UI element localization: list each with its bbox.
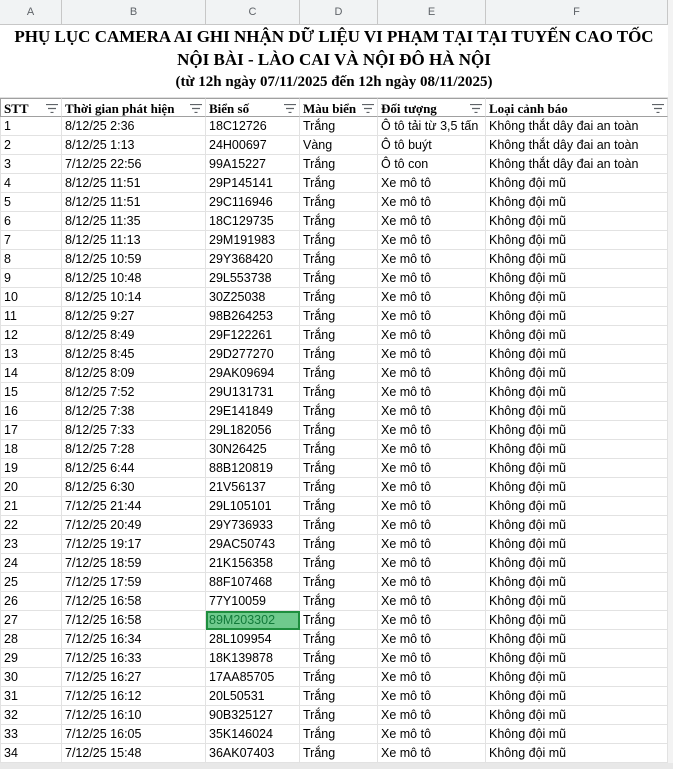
stt-cell[interactable]: 33 [0, 725, 62, 744]
table-header-row [0, 98, 668, 117]
filter-icon[interactable] [190, 104, 202, 113]
vehicle-cell[interactable]: Xe mô tô [378, 288, 486, 307]
stt-cell[interactable]: 15 [0, 383, 62, 402]
vehicle-cell[interactable]: Xe mô tô [378, 573, 486, 592]
plate-cell[interactable]: 99A15227 [206, 155, 300, 174]
time-cell[interactable]: 8/12/25 6:44 [62, 459, 206, 478]
plate-color-cell[interactable]: Trắng [300, 478, 378, 497]
header-label: Thời gian phát hiện [65, 101, 175, 116]
plate-color-cell[interactable]: Trắng [300, 668, 378, 687]
time-cell[interactable]: 7/12/25 16:12 [62, 687, 206, 706]
time-cell[interactable]: 8/12/25 7:38 [62, 402, 206, 421]
time-cell[interactable]: 7/12/25 19:17 [62, 535, 206, 554]
table-row [0, 174, 668, 193]
time-cell[interactable]: 8/12/25 11:51 [62, 193, 206, 212]
header-label: STT [4, 101, 29, 116]
table-row [0, 155, 668, 174]
time-cell[interactable]: 7/12/25 21:44 [62, 497, 206, 516]
time-cell[interactable]: 7/12/25 16:58 [62, 611, 206, 630]
plate-cell[interactable]: 77Y10059 [206, 592, 300, 611]
time-cell[interactable]: 8/12/25 8:45 [62, 345, 206, 364]
table-row [0, 744, 668, 763]
plate-cell[interactable]: 18C12726 [206, 117, 300, 136]
table-row [0, 250, 668, 269]
warning-cell[interactable]: Không đội mũ [486, 307, 668, 326]
time-cell[interactable]: 7/12/25 18:59 [62, 554, 206, 573]
vehicle-cell[interactable]: Xe mô tô [378, 497, 486, 516]
stt-cell[interactable]: 5 [0, 193, 62, 212]
table-row [0, 383, 668, 402]
plate-cell[interactable]: 21V56137 [206, 478, 300, 497]
vehicle-cell[interactable]: Xe mô tô [378, 269, 486, 288]
vertical-edge [668, 0, 673, 769]
table-row [0, 269, 668, 288]
time-cell[interactable]: 8/12/25 1:13 [62, 136, 206, 155]
plate-color-cell[interactable]: Trắng [300, 744, 378, 763]
vehicle-cell[interactable]: Xe mô tô [378, 440, 486, 459]
warning-cell[interactable]: Không đội mũ [486, 212, 668, 231]
table-row [0, 421, 668, 440]
table-row [0, 288, 668, 307]
plate-color-cell[interactable]: Trắng [300, 497, 378, 516]
filter-icon[interactable] [470, 104, 482, 113]
column-header-bar [0, 0, 673, 25]
table-row [0, 212, 668, 231]
stt-cell[interactable]: 8 [0, 250, 62, 269]
warning-cell[interactable]: Không đội mũ [486, 326, 668, 345]
warning-cell[interactable]: Không đội mũ [486, 611, 668, 630]
stt-cell[interactable]: 11 [0, 307, 62, 326]
vehicle-cell[interactable]: Xe mô tô [378, 231, 486, 250]
vehicle-cell[interactable]: Ô tô buýt [378, 136, 486, 155]
vehicle-cell[interactable]: Xe mô tô [378, 459, 486, 478]
warning-cell[interactable]: Không đội mũ [486, 269, 668, 288]
warning-cell[interactable]: Không thắt dây đai an toàn [486, 136, 668, 155]
plate-color-cell[interactable]: Trắng [300, 706, 378, 725]
stt-cell[interactable]: 1 [0, 117, 62, 136]
header-time[interactable] [62, 98, 206, 117]
plate-color-cell[interactable]: Trắng [300, 592, 378, 611]
plate-cell[interactable]: 36AK07403 [206, 744, 300, 763]
plate-cell[interactable]: 29U131731 [206, 383, 300, 402]
vehicle-cell[interactable]: Ô tô tải từ 3,5 tấn [378, 117, 486, 136]
warning-cell[interactable]: Không thắt dây đai an toàn [486, 117, 668, 136]
warning-cell[interactable]: Không thắt dây đai an toàn [486, 155, 668, 174]
vehicle-cell[interactable]: Xe mô tô [378, 592, 486, 611]
stt-cell[interactable]: 2 [0, 136, 62, 155]
plate-color-cell[interactable]: Trắng [300, 573, 378, 592]
plate-cell[interactable]: 20L50531 [206, 687, 300, 706]
stt-cell[interactable]: 29 [0, 649, 62, 668]
title-line-3: (từ 12h ngày 07/11/2025 đến 12h ngày 08/11/2025) [175, 74, 493, 90]
warning-cell[interactable]: Không đội mũ [486, 402, 668, 421]
table-row [0, 193, 668, 212]
table-row [0, 497, 668, 516]
warning-cell[interactable]: Không đội mũ [486, 573, 668, 592]
table-row [0, 516, 668, 535]
vehicle-cell[interactable]: Xe mô tô [378, 706, 486, 725]
table-row [0, 402, 668, 421]
plate-color-cell[interactable]: Trắng [300, 231, 378, 250]
vehicle-cell[interactable]: Xe mô tô [378, 174, 486, 193]
warning-cell[interactable]: Không đội mũ [486, 497, 668, 516]
table-row [0, 592, 668, 611]
time-cell[interactable]: 7/12/25 16:33 [62, 649, 206, 668]
stt-cell[interactable]: 14 [0, 364, 62, 383]
warning-cell[interactable]: Không đội mũ [486, 706, 668, 725]
stt-cell[interactable]: 22 [0, 516, 62, 535]
time-cell[interactable]: 8/12/25 8:09 [62, 364, 206, 383]
table-row [0, 117, 668, 136]
table-row [0, 573, 668, 592]
stt-cell[interactable]: 7 [0, 231, 62, 250]
table-row [0, 630, 668, 649]
plate-cell[interactable]: 88B120819 [206, 459, 300, 478]
plate-cell[interactable]: 28L109954 [206, 630, 300, 649]
plate-cell[interactable]: 29AC50743 [206, 535, 300, 554]
plate-color-cell[interactable]: Trắng [300, 193, 378, 212]
plate-color-cell[interactable]: Trắng [300, 250, 378, 269]
plate-cell[interactable]: 17AA85705 [206, 668, 300, 687]
warning-cell[interactable]: Không đội mũ [486, 668, 668, 687]
time-cell[interactable]: 8/12/25 7:28 [62, 440, 206, 459]
header-label: Đối tượng [381, 101, 437, 116]
header-label: Biển số [209, 101, 250, 116]
plate-color-cell[interactable]: Trắng [300, 345, 378, 364]
time-cell[interactable]: 8/12/25 7:52 [62, 383, 206, 402]
time-cell[interactable]: 7/12/25 16:27 [62, 668, 206, 687]
plate-color-cell[interactable]: Trắng [300, 155, 378, 174]
table-row [0, 364, 668, 383]
plate-cell[interactable]: 21K156358 [206, 554, 300, 573]
plate-color-cell[interactable]: Trắng [300, 554, 378, 573]
filter-icon[interactable] [362, 104, 374, 113]
stt-cell[interactable]: 23 [0, 535, 62, 554]
plate-color-cell[interactable]: Trắng [300, 649, 378, 668]
warning-cell[interactable]: Không đội mũ [486, 231, 668, 250]
table-row [0, 478, 668, 497]
stt-cell[interactable]: 18 [0, 440, 62, 459]
warning-cell[interactable]: Không đội mũ [486, 288, 668, 307]
plate-color-cell[interactable]: Trắng [300, 421, 378, 440]
table-row [0, 326, 668, 345]
plate-color-cell[interactable]: Trắng [300, 212, 378, 231]
stt-cell[interactable]: 26 [0, 592, 62, 611]
time-cell[interactable]: 8/12/25 7:33 [62, 421, 206, 440]
warning-cell[interactable]: Không đội mũ [486, 554, 668, 573]
header-label: Màu biển [303, 101, 357, 116]
plate-cell[interactable]: 30Z25038 [206, 288, 300, 307]
plate-cell[interactable]: 98B264253 [206, 307, 300, 326]
vehicle-cell[interactable]: Xe mô tô [378, 402, 486, 421]
vehicle-cell[interactable]: Xe mô tô [378, 421, 486, 440]
vehicle-cell[interactable]: Xe mô tô [378, 649, 486, 668]
warning-cell[interactable]: Không đội mũ [486, 193, 668, 212]
stt-cell[interactable]: 10 [0, 288, 62, 307]
time-cell[interactable]: 8/12/25 10:14 [62, 288, 206, 307]
plate-color-cell[interactable]: Trắng [300, 687, 378, 706]
stt-cell[interactable]: 12 [0, 326, 62, 345]
plate-color-cell[interactable]: Trắng [300, 383, 378, 402]
plate-color-cell[interactable]: Trắng [300, 516, 378, 535]
plate-color-cell[interactable]: Trắng [300, 269, 378, 288]
vehicle-cell[interactable]: Xe mô tô [378, 193, 486, 212]
stt-cell[interactable]: 20 [0, 478, 62, 497]
title-line-2: NỘI BÀI - LÀO CAI VÀ NỘI ĐÔ HÀ NỘI [177, 50, 491, 69]
column-header-c[interactable]: C [206, 0, 300, 24]
table-row [0, 136, 668, 155]
vehicle-cell[interactable]: Xe mô tô [378, 212, 486, 231]
table-row [0, 459, 668, 478]
warning-cell[interactable]: Không đội mũ [486, 649, 668, 668]
time-cell[interactable]: 7/12/25 16:10 [62, 706, 206, 725]
plate-color-cell[interactable]: Trắng [300, 364, 378, 383]
vehicle-cell[interactable]: Xe mô tô [378, 611, 486, 630]
warning-cell[interactable]: Không đội mũ [486, 250, 668, 269]
stt-cell[interactable]: 17 [0, 421, 62, 440]
header-stt[interactable] [0, 98, 62, 117]
vehicle-cell[interactable]: Xe mô tô [378, 668, 486, 687]
time-cell[interactable]: 8/12/25 6:30 [62, 478, 206, 497]
header-vehicle[interactable] [378, 98, 486, 117]
vehicle-cell[interactable]: Xe mô tô [378, 307, 486, 326]
stt-cell[interactable]: 34 [0, 744, 62, 763]
plate-cell[interactable]: 35K146024 [206, 725, 300, 744]
table-row [0, 706, 668, 725]
vehicle-cell[interactable]: Xe mô tô [378, 535, 486, 554]
header-plate[interactable] [206, 98, 300, 117]
header-warning-type[interactable] [486, 98, 668, 117]
table-row [0, 668, 668, 687]
plate-color-cell[interactable]: Vàng [300, 136, 378, 155]
time-cell[interactable]: 7/12/25 20:49 [62, 516, 206, 535]
vehicle-cell[interactable]: Xe mô tô [378, 687, 486, 706]
time-cell[interactable]: 7/12/25 16:05 [62, 725, 206, 744]
time-cell[interactable]: 8/12/25 8:49 [62, 326, 206, 345]
time-cell[interactable]: 8/12/25 10:59 [62, 250, 206, 269]
table-row [0, 687, 668, 706]
vehicle-cell[interactable]: Xe mô tô [378, 554, 486, 573]
plate-color-cell[interactable]: Trắng [300, 117, 378, 136]
plate-color-cell[interactable]: Trắng [300, 459, 378, 478]
filter-icon[interactable] [284, 104, 296, 113]
warning-cell[interactable]: Không đội mũ [486, 725, 668, 744]
plate-color-cell[interactable]: Trắng [300, 630, 378, 649]
warning-cell[interactable]: Không đội mũ [486, 440, 668, 459]
title-line-1: PHỤ LỤC CAMERA AI GHI NHẬN DỮ LIỆU VI PHẠM TẠI TẠI TUYẾN CAO TỐC [14, 27, 654, 46]
stt-cell[interactable]: 9 [0, 269, 62, 288]
column-header-d[interactable]: D [300, 0, 378, 24]
plate-color-cell[interactable]: Trắng [300, 611, 378, 630]
plate-cell[interactable]: 24H00697 [206, 136, 300, 155]
plate-cell[interactable]: 29E141849 [206, 402, 300, 421]
table-row [0, 345, 668, 364]
plate-color-cell[interactable]: Trắng [300, 440, 378, 459]
time-cell[interactable]: 8/12/25 11:51 [62, 174, 206, 193]
warning-cell[interactable]: Không đội mũ [486, 744, 668, 763]
time-cell[interactable]: 7/12/25 22:56 [62, 155, 206, 174]
plate-color-cell[interactable]: Trắng [300, 326, 378, 345]
table-row [0, 611, 668, 630]
table-row [0, 440, 668, 459]
warning-cell[interactable]: Không đội mũ [486, 421, 668, 440]
vehicle-cell[interactable]: Xe mô tô [378, 364, 486, 383]
vehicle-cell[interactable]: Xe mô tô [378, 250, 486, 269]
filter-icon[interactable] [652, 104, 664, 113]
plate-cell[interactable]: 29C116946 [206, 193, 300, 212]
warning-cell[interactable]: Không đội mũ [486, 535, 668, 554]
warning-cell[interactable]: Không đội mũ [486, 174, 668, 193]
stt-cell[interactable]: 31 [0, 687, 62, 706]
stt-cell[interactable]: 16 [0, 402, 62, 421]
table-row [0, 554, 668, 573]
stt-cell[interactable]: 4 [0, 174, 62, 193]
plate-cell[interactable]: 88F107468 [206, 573, 300, 592]
time-cell[interactable]: 7/12/25 16:34 [62, 630, 206, 649]
horizontal-scrollbar[interactable] [0, 763, 673, 769]
plate-cell[interactable]: 29L553738 [206, 269, 300, 288]
table-row [0, 649, 668, 668]
stt-cell[interactable]: 24 [0, 554, 62, 573]
stt-cell[interactable]: 30 [0, 668, 62, 687]
plate-cell[interactable]: 90B325127 [206, 706, 300, 725]
time-cell[interactable]: 8/12/25 11:35 [62, 212, 206, 231]
plate-cell[interactable]: 29Y368420 [206, 250, 300, 269]
plate-cell[interactable]: 29L182056 [206, 421, 300, 440]
vehicle-cell[interactable]: Xe mô tô [378, 725, 486, 744]
plate-cell[interactable]: 18C129735 [206, 212, 300, 231]
selected-cell[interactable]: 89M203302 [206, 611, 300, 630]
time-cell[interactable]: 7/12/25 17:59 [62, 573, 206, 592]
time-cell[interactable]: 8/12/25 11:13 [62, 231, 206, 250]
sheet-title[interactable] [0, 25, 668, 98]
plate-cell[interactable]: 29AK09694 [206, 364, 300, 383]
plate-color-cell[interactable]: Trắng [300, 725, 378, 744]
warning-cell[interactable]: Không đội mũ [486, 687, 668, 706]
warning-cell[interactable]: Không đội mũ [486, 592, 668, 611]
plate-cell[interactable]: 29Y736933 [206, 516, 300, 535]
vehicle-cell[interactable]: Ô tô con [378, 155, 486, 174]
warning-cell[interactable]: Không đội mũ [486, 383, 668, 402]
table-row [0, 231, 668, 250]
vehicle-cell[interactable]: Xe mô tô [378, 516, 486, 535]
stt-cell[interactable]: 13 [0, 345, 62, 364]
vehicle-cell[interactable]: Xe mô tô [378, 383, 486, 402]
column-header-f[interactable]: F [486, 0, 668, 24]
table-row [0, 535, 668, 554]
time-cell[interactable]: 8/12/25 2:36 [62, 117, 206, 136]
table-row [0, 725, 668, 744]
stt-cell[interactable]: 28 [0, 630, 62, 649]
stt-cell[interactable]: 21 [0, 497, 62, 516]
warning-cell[interactable]: Không đội mũ [486, 630, 668, 649]
vehicle-cell[interactable]: Xe mô tô [378, 478, 486, 497]
plate-cell[interactable]: 29L105101 [206, 497, 300, 516]
column-header-b[interactable]: B [62, 0, 206, 24]
stt-cell[interactable]: 32 [0, 706, 62, 725]
warning-cell[interactable]: Không đội mũ [486, 516, 668, 535]
header-label: Loại cảnh báo [489, 101, 568, 116]
stt-cell[interactable]: 3 [0, 155, 62, 174]
column-header-e[interactable]: E [378, 0, 486, 24]
column-header-a[interactable]: A [0, 0, 62, 24]
plate-color-cell[interactable]: Trắng [300, 307, 378, 326]
time-cell[interactable]: 8/12/25 10:48 [62, 269, 206, 288]
stt-cell[interactable]: 6 [0, 212, 62, 231]
table-row [0, 307, 668, 326]
warning-cell[interactable]: Không đội mũ [486, 364, 668, 383]
warning-cell[interactable]: Không đội mũ [486, 478, 668, 497]
stt-cell[interactable]: 25 [0, 573, 62, 592]
vehicle-cell[interactable]: Xe mô tô [378, 630, 486, 649]
stt-cell[interactable]: 27 [0, 611, 62, 630]
header-plate-color[interactable] [300, 98, 378, 117]
plate-color-cell[interactable]: Trắng [300, 402, 378, 421]
plate-cell[interactable]: 29F122261 [206, 326, 300, 345]
plate-color-cell[interactable]: Trắng [300, 288, 378, 307]
time-cell[interactable]: 7/12/25 15:48 [62, 744, 206, 763]
plate-cell[interactable]: 29M191983 [206, 231, 300, 250]
vehicle-cell[interactable]: Xe mô tô [378, 345, 486, 364]
time-cell[interactable]: 8/12/25 9:27 [62, 307, 206, 326]
plate-cell[interactable]: 29D277270 [206, 345, 300, 364]
plate-color-cell[interactable]: Trắng [300, 174, 378, 193]
plate-color-cell[interactable]: Trắng [300, 535, 378, 554]
plate-cell[interactable]: 30N26425 [206, 440, 300, 459]
vehicle-cell[interactable]: Xe mô tô [378, 744, 486, 763]
plate-cell[interactable]: 29P145141 [206, 174, 300, 193]
vehicle-cell[interactable]: Xe mô tô [378, 326, 486, 345]
stt-cell[interactable]: 19 [0, 459, 62, 478]
time-cell[interactable]: 7/12/25 16:58 [62, 592, 206, 611]
warning-cell[interactable]: Không đội mũ [486, 345, 668, 364]
warning-cell[interactable]: Không đội mũ [486, 459, 668, 478]
filter-icon[interactable] [46, 104, 58, 113]
plate-cell[interactable]: 18K139878 [206, 649, 300, 668]
